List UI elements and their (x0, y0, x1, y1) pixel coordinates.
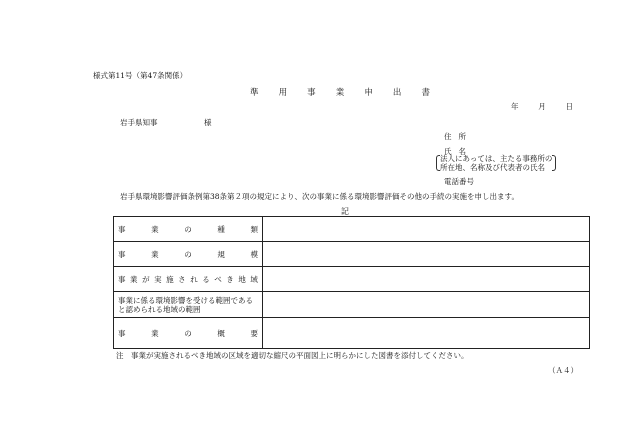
label-char: 概 (217, 328, 225, 338)
application-table (113, 216, 590, 349)
table-row (114, 292, 590, 318)
form-number: 様式第11号（第47条関係） (93, 71, 188, 80)
label-char: 事 (118, 249, 126, 259)
table-row (114, 318, 590, 349)
label-char: 事 (118, 274, 126, 284)
row-label (114, 318, 263, 349)
body-text: 岩手県環境影響評価条例第38条第２項の規定により、次の事業に係る環境影響評価その他の手続の実施を申し出ます。 (120, 192, 519, 201)
applicant-address-label (444, 131, 466, 142)
row-value-field[interactable] (263, 267, 590, 292)
label-char: の (184, 224, 192, 234)
label-char: 施 (166, 274, 174, 284)
label-char: さ (178, 274, 186, 284)
table-row (114, 267, 590, 292)
ki-heading: 記 (341, 207, 349, 216)
label-char: 規 (217, 249, 225, 259)
label-char: べ (214, 274, 222, 284)
paper-size: （Ａ４） (548, 366, 578, 375)
corporate-note-line: 法人にあっては、主たる事務所の (440, 154, 553, 163)
title-char: 申 (364, 88, 373, 98)
label-char: 氏 (444, 147, 452, 156)
title-char: 用 (278, 88, 288, 98)
row-label: 事業に係る環境影響を受ける範囲であると認められる地域の範囲 (114, 292, 263, 318)
date-day: 日 (565, 102, 573, 111)
label-char: が (142, 274, 150, 284)
label-char: 業 (130, 274, 138, 284)
label-char: 事 (118, 224, 126, 234)
addressee-name: 岩手県知事 (120, 118, 158, 127)
label-char: 業 (151, 328, 159, 338)
addressee (120, 117, 212, 128)
table-row (114, 242, 590, 267)
title-char: 書 (421, 88, 430, 98)
label-char: 域 (250, 274, 258, 284)
label-char: の (184, 328, 192, 338)
label-char: る (202, 274, 210, 284)
row-label (114, 242, 263, 267)
label-char: き (226, 274, 234, 284)
date-line (511, 101, 573, 112)
row-label (114, 267, 263, 292)
row-value-field[interactable] (263, 242, 590, 267)
title-char: 業 (335, 88, 345, 98)
corporate-note (436, 154, 556, 172)
label-char: れ (190, 274, 198, 284)
date-month: 月 (538, 102, 546, 111)
row-value-field[interactable] (263, 217, 590, 242)
label-char: 要 (250, 328, 258, 338)
label-char: 種 (217, 224, 225, 234)
label-char: 住 (444, 132, 452, 141)
date-year: 年 (511, 102, 519, 111)
row-label (114, 217, 263, 242)
label-char: 名 (458, 147, 466, 156)
label-char: 模 (250, 249, 258, 259)
label-char: 事 (118, 328, 126, 338)
applicant-phone-label: 電話番号 (444, 177, 474, 186)
table-row (114, 217, 590, 242)
label-char: 業 (151, 249, 159, 259)
document-title (250, 86, 430, 98)
note: 注 事業が実施されるべき地域の区域を適切な縮尺の平面図上に明らかにした図書を添付してください。 (116, 351, 469, 360)
label-char: 実 (154, 274, 162, 284)
label-char: 所 (458, 132, 466, 141)
corporate-note-line: 所在地、名称及び代表者の氏名 (440, 163, 545, 172)
row-value-field[interactable] (263, 318, 590, 349)
label-char: 業 (151, 224, 159, 234)
label-char: の (184, 249, 192, 259)
label-char: 地 (238, 274, 246, 284)
row-value-field[interactable] (263, 292, 590, 318)
title-char: 事 (307, 88, 316, 98)
label-char: 類 (250, 224, 258, 234)
title-char: 準 (250, 88, 259, 98)
title-char: 出 (392, 88, 402, 98)
addressee-honorific: 様 (204, 118, 212, 127)
